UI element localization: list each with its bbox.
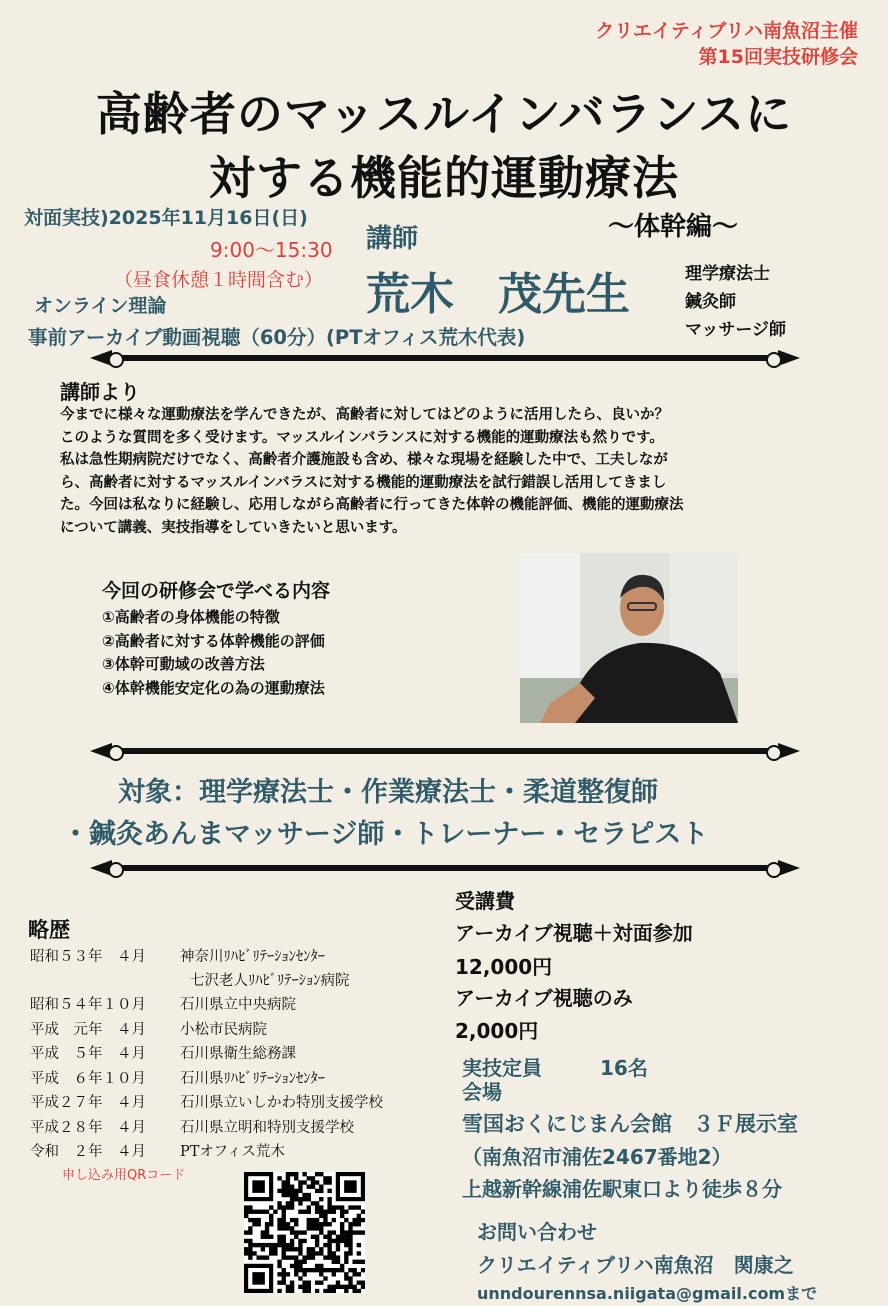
fee-plan2: アーカイブ視聴のみ <box>455 986 633 1010</box>
online-theory: オンライン理論 <box>34 295 167 317</box>
divider <box>90 350 800 366</box>
message-line: について講義、実技指導をしていきたいと思います。 <box>60 519 407 536</box>
message-line: このような質問を多く受けます。マッスルインバランスに対する機能的運動療法も然りです。 <box>60 429 664 446</box>
qualification: 理学療法士 <box>685 264 770 284</box>
subtitle: 〜体幹編〜 <box>608 212 739 242</box>
fee-heading: 受講費 <box>455 889 515 913</box>
target-line2: ・鍼灸あんまマッサージ師・トレーナー・セラピスト <box>62 819 709 850</box>
organizer-line1: クリエイティブリハ南魚沼主催 <box>595 20 858 42</box>
venue-label: 会場 <box>462 1080 502 1104</box>
venue-address: （南魚沼市浦佐2467番地2） <box>462 1145 732 1169</box>
contact-heading: お問い合わせ <box>477 1220 597 1244</box>
title-line1: 高齢者のマッスルインバランスに <box>95 87 793 141</box>
lunch-note: （昼食休憩１時間含む） <box>114 269 324 291</box>
fee-price2: 2,000円 <box>455 1019 539 1043</box>
qr-code-image[interactable] <box>244 1172 365 1293</box>
qr-label: 申し込み用QRコード <box>62 1168 186 1183</box>
career-era: 平成 ５年 ４月 <box>30 1046 146 1062</box>
learn-item: ③体幹可動域の改善方法 <box>102 655 265 673</box>
message-line: ら、高齢者に対するマッスルインバラスに対する機能的運動療法を試行錯誤し活用してきまし <box>60 474 667 491</box>
career-era: 平成 ６年１０月 <box>30 1071 146 1087</box>
career-era: 昭和５３年 ４月 <box>30 949 146 965</box>
career-heading: 略歴 <box>28 918 70 942</box>
capacity-value: 16名 <box>600 1056 648 1080</box>
organizer-line2: 第15回実技研修会 <box>698 46 858 68</box>
career-era: 平成２８年 ４月 <box>30 1120 146 1136</box>
career-era: 平成 元年 ４月 <box>30 1022 146 1038</box>
contact-email[interactable]: unndourennsa.niigata@gmail.comまで <box>477 1284 818 1303</box>
venue-access: 上越新幹線浦佐駅東口より徒歩８分 <box>462 1177 782 1201</box>
learn-item: ②高齢者に対する体幹機能の評価 <box>102 631 325 650</box>
career-row <box>30 1140 285 1161</box>
career-row <box>30 945 325 966</box>
lecturer-qualifications <box>685 260 786 344</box>
learn-item: ①高齢者の身体機能の特徴 <box>102 608 280 626</box>
lecturer-name: 荒木 茂先生 <box>366 269 630 320</box>
career-place: 石川県立いしかわ特別支援学校 <box>180 1095 383 1111</box>
contact-name: クリエイティブリハ南魚沼 関康之 <box>477 1253 794 1277</box>
career-row <box>30 1091 383 1112</box>
lecturer-label: 講師 <box>366 224 419 254</box>
message-line: た。今回は私なりに経験し、応用しながら高齢者に行ってきた体幹の機能評価、機能的運動療法 <box>60 497 684 513</box>
career-row <box>30 993 296 1014</box>
divider <box>90 860 800 876</box>
time: 9:00〜15:30 <box>210 238 333 262</box>
career-place: 小松市民病院 <box>180 1022 267 1038</box>
fee-price1: 12,000円 <box>455 955 553 979</box>
date: 対面実技)2025年11月16日(日) <box>24 207 308 229</box>
learn-heading: 今回の研修会で学べる内容 <box>102 580 331 602</box>
career-era: 令和 ２年 ４月 <box>30 1144 146 1160</box>
career-place: 七沢老人ﾘﾊﾋﾞﾘﾃｰｼｮﾝ病院 <box>190 973 350 989</box>
career-place: 石川県ﾘﾊﾋﾞﾘﾃｰｼｮﾝｾﾝﾀｰ <box>180 1071 325 1087</box>
lecturer-photo-illustration <box>520 553 738 723</box>
qr-code[interactable] <box>244 1172 365 1293</box>
career-row <box>30 1042 296 1063</box>
learn-list <box>102 606 325 700</box>
lecturer-photo <box>520 553 738 723</box>
capacity-label: 実技定員 <box>462 1056 542 1080</box>
message-heading: 講師より <box>60 380 140 404</box>
career-place: 神奈川ﾘﾊﾋﾞﾘﾃｰｼｮﾝｾﾝﾀｰ <box>180 949 325 965</box>
career-place: 石川県立明和特別支援学校 <box>180 1120 354 1136</box>
message-line: 私は急性期病院だけでなく、高齢者介護施設も含め、様々な現場を経験した中で、工夫しなが <box>60 452 668 468</box>
career-row <box>30 1067 325 1088</box>
message-line: 今までに様々な運動療法を学んできたが、高齢者に対してはどのように活用したら、良いか？ <box>60 407 669 423</box>
target-line1: 対象：理学療法士・作業療法士・柔道整復師 <box>118 777 658 808</box>
qualification: 鍼灸師 <box>685 292 736 312</box>
career-place: 石川県立中央病院 <box>180 997 296 1013</box>
qualification: マッサージ師 <box>685 320 786 340</box>
divider <box>90 743 800 759</box>
title-line2: 対する機能的運動療法 <box>209 151 679 205</box>
learn-item: ④体幹機能安定化の為の運動療法 <box>102 678 325 697</box>
organizer <box>595 18 858 70</box>
fee-plan1: アーカイブ視聴＋対面参加 <box>455 921 693 945</box>
career-place: 石川県衛生総務課 <box>180 1046 296 1062</box>
archive-info: 事前アーカイブ動画視聴（60分）(PTオフィス荒木代表) <box>28 326 526 349</box>
career-place: PTオフィス荒木 <box>180 1144 285 1160</box>
career-row <box>30 1018 267 1039</box>
career-era: 平成２７年 ４月 <box>30 1095 146 1111</box>
message-body <box>60 404 850 539</box>
career-era: 昭和５４年１０月 <box>30 997 146 1013</box>
venue-name: 雪国おくにじまん会館 ３Ｆ展示室 <box>462 1112 798 1136</box>
career-row <box>30 969 350 990</box>
career-row <box>30 1116 354 1137</box>
